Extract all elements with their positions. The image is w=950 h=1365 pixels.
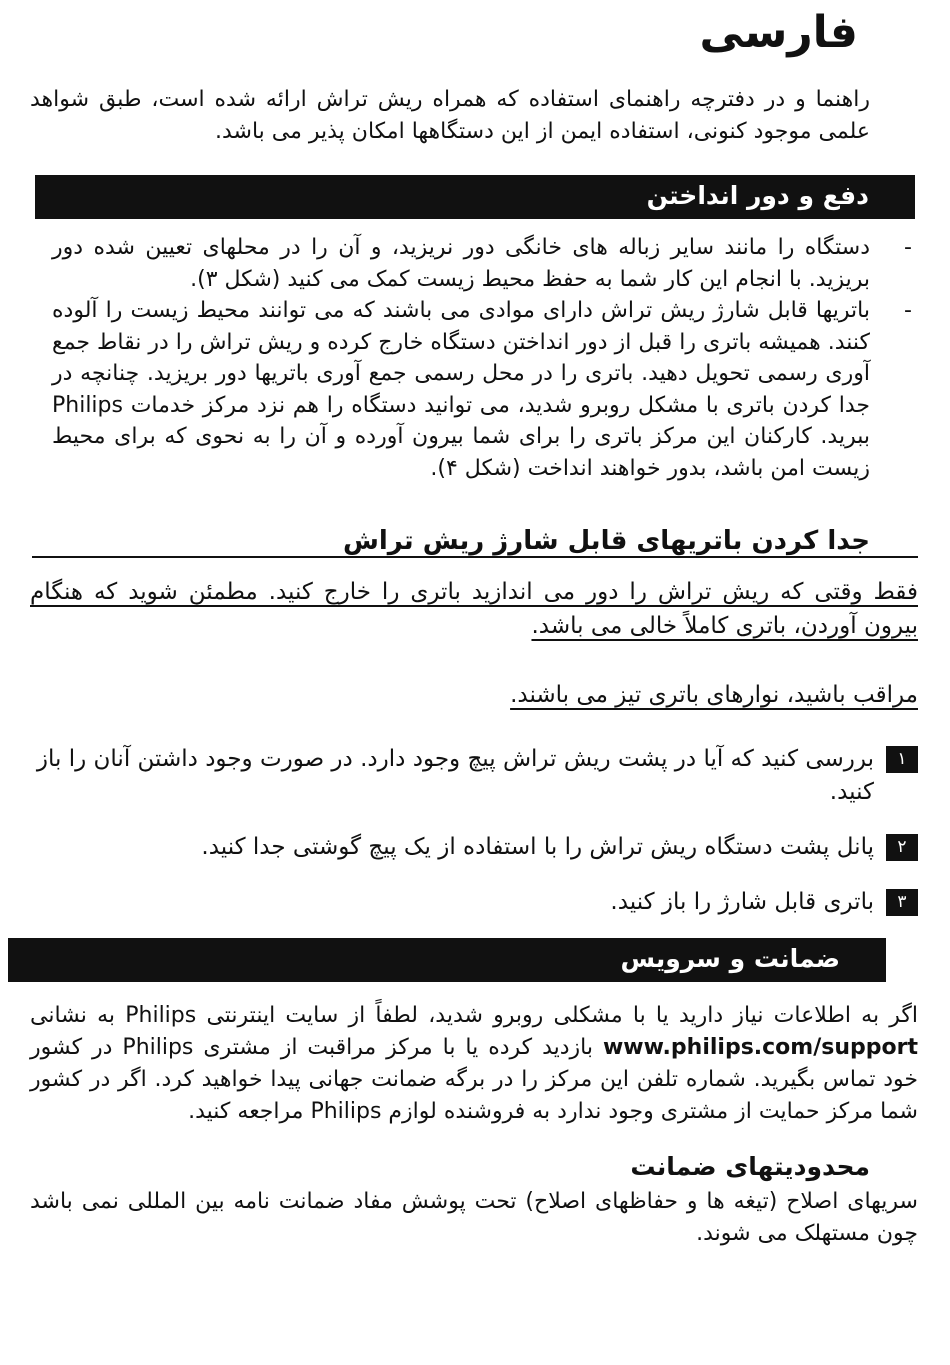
bullet-dash: - bbox=[904, 235, 912, 260]
step-number: ۲ bbox=[886, 834, 918, 861]
support-link[interactable]: www.philips.com/support bbox=[602, 1035, 918, 1060]
section-heading-bar-guarantee bbox=[8, 938, 886, 982]
limitations-paragraph: سریهای اصلاح (تیغه ها و حفاظهای اصلاح) تحت پوشش مفاد ضمانت نامه بین المللی نمی باشد چون مستهلک می شوند. bbox=[30, 1189, 918, 1246]
removal-steps bbox=[30, 743, 918, 919]
section-heading-disposal: دفع و دور انداختن bbox=[646, 181, 869, 210]
list-item-text: دستگاه را مانند سایر زباله های خانگی دور نریزید، و آن را در محلهای تعیین شده دور بریزید. با انجام این کار شما به حفظ محیط زیست کمک می کنید (شکل ۳). bbox=[52, 235, 870, 292]
step-text: باتری قابل شارژ را باز کنید. bbox=[610, 889, 874, 915]
bullet-dash: - bbox=[904, 298, 912, 323]
guarantee-text-2: بازدید کرده یا با مرکز مراقبت از مشتری Philips در کشور خود تماس بگیرید. شماره تلفن این مرکز را در برگه ضمانت جهانی پیدا خواهید کرد. اگر در کشور شما مرکز حمایت از مشتری وجود ندارد به فروشنده لوازم Philips مراجعه کنید. bbox=[30, 1035, 918, 1124]
section-heading-bar-disposal bbox=[35, 175, 915, 219]
step-item bbox=[30, 743, 918, 809]
list-item bbox=[52, 232, 912, 295]
list-item-text: باتریها قابل شارژ ریش تراش دارای موادی می باشند که می توانند محیط زیست را آلوده کنند. همیشه باتری را قبل از دور انداختن دستگاه خارج کرده و ریش تراش را در نقاط جمع آوری رسمی تحویل دهید. باتری را در محل رسمی جمع آوری باتریها دور بریزید. چنانچه در جدا کردن باتری با مشکل روبرو شدید، می توانید دستگاه را هم نزد مرکز خدمات Philips ببرید. کارکنان این مرکز باتری را برای شما بیرون آورده و آن را به نحوی که برای محیط زیست امن باشد، بدور خواهند انداخت (شکل ۴). bbox=[52, 298, 870, 481]
limitations-heading: محدودیتهای ضمانت bbox=[630, 1152, 870, 1181]
step-text: پانل پشت دستگاه ریش تراش را با استفاده از یک پیچ گوشتی جدا کنید. bbox=[201, 834, 874, 860]
guarantee-text-1: اگر به اطلاعات نیاز دارید یا با مشکلی روبرو شدید، لطفاً از سایت اینترنتی Philips به نشانی bbox=[30, 1003, 918, 1028]
disposal-list bbox=[52, 232, 912, 484]
list-item bbox=[52, 295, 912, 484]
step-text: بررسی کنید که آیا در پشت ریش تراش پیچ وجود دارد. در صورت وجود داشتن آنان را باز کنید. bbox=[36, 746, 874, 805]
section-heading-battery-removal: جدا کردن باتریهای قابل شارژ ریش تراش bbox=[342, 526, 870, 556]
page-title: فارسی bbox=[699, 7, 858, 58]
step-number: ۳ bbox=[886, 889, 918, 916]
guarantee-paragraph bbox=[30, 1000, 918, 1128]
warning-text: مراقب باشید، نوارهای باتری تیز می باشند. bbox=[510, 682, 918, 708]
warning-text: فقط وقتی که ریش تراش را دور می اندازید باتری را خارج کنید. مطمئن شوید که هنگام بیرون آوردن، باتری کاملاً خالی می باشد. bbox=[30, 579, 918, 639]
heading-rule bbox=[32, 556, 918, 558]
intro-paragraph: راهنما و در دفترچه راهنمای استفاده که همراه ریش تراش ارائه شده است، طبق شواهد علمی موجود کنونی، استفاده ایمن از این دستگاهها امکان پذیر می باشد. bbox=[30, 87, 870, 144]
step-item bbox=[30, 831, 918, 864]
warning-remove-battery bbox=[30, 575, 918, 643]
warning-sharp-strips bbox=[30, 678, 918, 712]
step-number: ۱ bbox=[886, 746, 918, 773]
step-item bbox=[30, 886, 918, 919]
section-heading-guarantee: ضمانت و سرویس bbox=[620, 944, 840, 973]
